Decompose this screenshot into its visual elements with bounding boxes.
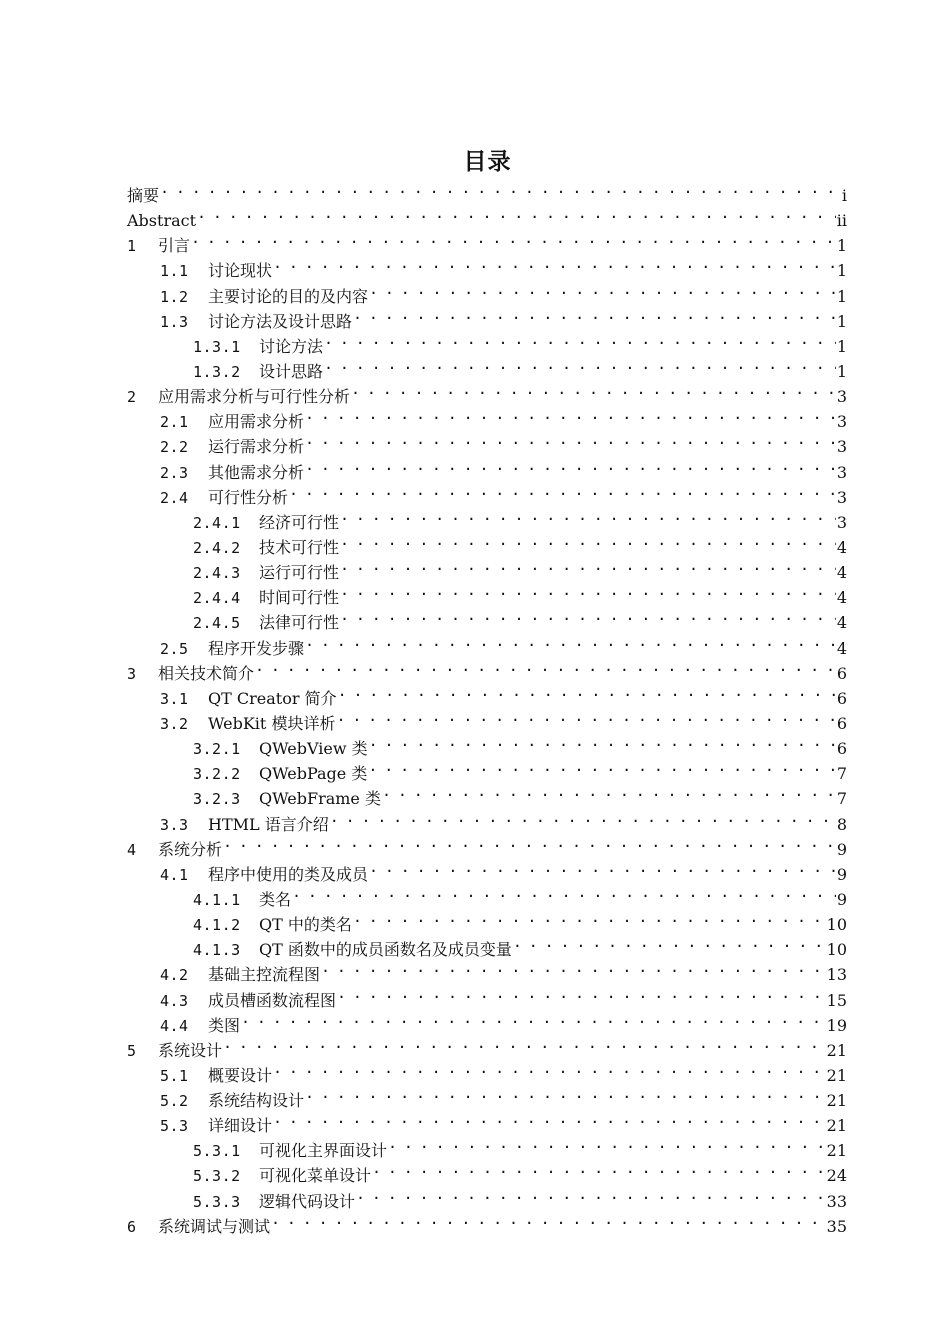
toc-dot-leader: [339, 503, 836, 528]
toc-page-number: i: [841, 186, 847, 205]
toc-entry-title: 系统分析: [158, 839, 223, 859]
toc-dot-leader: [371, 1156, 826, 1181]
toc-dot-leader: [272, 1056, 826, 1081]
toc-page-number: 21: [826, 1141, 847, 1161]
toc-entry-title: 概要设计: [208, 1065, 273, 1085]
toc-entry-title: 时间可行性: [259, 588, 340, 608]
toc-dot-leader: [291, 880, 836, 905]
toc-page-number: 3: [836, 512, 847, 532]
toc-page-number: ii: [836, 211, 847, 231]
toc-page-number: 4: [836, 537, 847, 557]
toc-entry-title: QT 中的类名: [259, 915, 352, 935]
toc-entry-title: QWebPage 类: [259, 764, 368, 784]
toc-dot-leader: [336, 981, 826, 1006]
toc-page-number: 7: [836, 789, 847, 809]
toc-dot-leader: [335, 704, 835, 729]
toc-entry-number: 4: [127, 840, 137, 859]
toc-entry-number: 1: [127, 237, 137, 256]
toc-entry-title: 相关技术简介: [158, 663, 255, 683]
toc-dot-leader: [339, 553, 836, 578]
toc-entry-title: 应用需求分析: [208, 412, 305, 432]
toc-entry[interactable]: [127, 855, 847, 884]
toc-dot-leader: [387, 1131, 826, 1156]
toc-entry-number: 3.1: [160, 689, 189, 708]
toc-entry-number: 1.2: [160, 287, 189, 306]
toc-page-number: 21: [826, 1040, 847, 1060]
toc-entry-number: 2.1: [160, 413, 189, 432]
toc-entry-title: 可视化主界面设计: [259, 1141, 388, 1161]
toc-title: 目录: [463, 149, 512, 175]
toc-entry-title: 运行需求分析: [208, 437, 305, 457]
toc-entry-number: 2.4: [160, 488, 189, 507]
toc-entry[interactable]: [127, 201, 847, 231]
toc-entry-number: 3.2.2: [193, 765, 241, 784]
toc-entry-number: 4.1: [160, 865, 189, 884]
toc-page-number: 9: [836, 864, 847, 884]
toc-page-number: 10: [826, 940, 847, 960]
toc-entry[interactable]: [127, 226, 847, 256]
toc-entry-number: 1.3.1: [193, 337, 241, 356]
toc-dot-leader: [350, 377, 836, 402]
toc-page-number: 4: [836, 613, 847, 633]
toc-dot-leader: [272, 1106, 826, 1131]
toc-dot-leader: [323, 352, 836, 377]
toc-page-number: 8: [836, 814, 847, 834]
toc-entry-title: 讨论现状: [208, 261, 273, 281]
toc-entry-number: 5: [127, 1041, 137, 1060]
toc-entry-number: 2.4.1: [193, 513, 241, 532]
toc-page-number: 6: [836, 688, 847, 708]
toc-entry-number: 2.4.3: [193, 564, 241, 583]
toc-page-number: 1: [836, 361, 847, 381]
toc-page-number: 15: [826, 990, 847, 1010]
toc-page-number: 6: [836, 739, 847, 759]
toc-dot-leader: [190, 226, 836, 251]
toc-page-number: 21: [826, 1116, 847, 1136]
toc-entry-number: 2.4.5: [193, 614, 241, 633]
toc-page-number: 21: [826, 1091, 847, 1111]
toc-entry-number: 3.3: [160, 815, 189, 834]
toc-entry[interactable]: [127, 1031, 847, 1060]
toc-entry-title: 类图: [208, 1015, 241, 1035]
toc-dot-leader: [304, 1081, 826, 1106]
toc-entry[interactable]: [127, 176, 847, 205]
toc-dot-leader: [304, 427, 836, 452]
toc-dot-leader: [512, 930, 826, 955]
toc-entry-title: 系统设计: [158, 1040, 223, 1060]
toc-entry-number: 4.1.2: [193, 916, 241, 935]
toc-entry-title: 逻辑代码设计: [259, 1191, 356, 1211]
toc-dot-leader: [159, 176, 841, 201]
toc-dot-leader: [368, 277, 836, 302]
toc-entry-number: 4.1.1: [193, 890, 241, 909]
toc-entry-title: QT 函数中的成员函数名及成员变量: [259, 940, 512, 960]
toc-entry-title: 经济可行性: [259, 512, 340, 532]
toc-page-number: 3: [836, 412, 847, 432]
toc-entry-title: 系统结构设计: [208, 1091, 305, 1111]
toc-entry-title: 可行性分析: [208, 487, 289, 507]
toc-entry-number: 3: [127, 664, 137, 683]
toc-entry-title: 系统调试与测试: [158, 1216, 271, 1236]
toc-dot-leader: [368, 855, 836, 880]
toc-entry-number: 4.4: [160, 1016, 189, 1035]
toc-page-number: 4: [836, 563, 847, 583]
toc-entry-title: 应用需求分析与可行性分析: [158, 387, 351, 407]
toc-dot-leader: [222, 1031, 826, 1056]
toc-dot-leader: [304, 453, 836, 478]
toc-page-number: 21: [826, 1065, 847, 1085]
toc-entry-title: 成员槽函数流程图: [208, 990, 337, 1010]
toc-entry-number: 5.1: [160, 1066, 189, 1085]
toc-page-number: 6: [836, 713, 847, 733]
toc-entry-title: QT Creator 简介: [208, 688, 337, 708]
toc-dot-leader: [339, 578, 836, 603]
toc-page-number: 4: [836, 588, 847, 608]
toc-entry-title: 引言: [158, 236, 191, 256]
toc-dot-leader: [320, 955, 826, 980]
toc-entry-title: 设计思路: [259, 361, 324, 381]
toc-page-number: 35: [826, 1216, 847, 1236]
toc-dot-leader: [339, 603, 836, 628]
toc-entry-number: 5.3.3: [193, 1192, 241, 1211]
toc-page-number: 4: [836, 638, 847, 658]
toc-entry-number: 3.2.1: [193, 740, 241, 759]
toc-page-number: 3: [836, 387, 847, 407]
toc-page-number: 19: [826, 1015, 847, 1035]
toc-dot-leader: [355, 1182, 826, 1207]
toc-page-number: 1: [836, 286, 847, 306]
toc-page-number: 13: [826, 965, 847, 985]
toc-page-number: 1: [836, 311, 847, 331]
toc-entry-number: 5.3: [160, 1117, 189, 1136]
toc-entry-title: 法律可行性: [259, 613, 340, 633]
toc-list: [127, 176, 847, 1236]
toc-entry-title: 主要讨论的目的及内容: [208, 286, 369, 306]
toc-entry-number: 2.4.4: [193, 589, 241, 608]
toc-entry-title: Abstract: [127, 211, 197, 231]
toc-entry-title: 程序开发步骤: [208, 638, 305, 658]
toc-page-number: 1: [836, 236, 847, 256]
toc-dot-leader: [196, 201, 836, 226]
toc-page-number: 3: [836, 437, 847, 457]
toc-dot-leader: [339, 528, 836, 553]
toc-dot-leader: [222, 830, 836, 855]
toc-page-number: 7: [836, 764, 847, 784]
toc-page-number: 10: [826, 915, 847, 935]
toc-page-number: 1: [836, 261, 847, 281]
toc-dot-leader: [304, 629, 836, 654]
toc-entry-title: 详细设计: [208, 1116, 273, 1136]
toc-entry-title: 讨论方法: [259, 336, 324, 356]
toc-entry-number: 5.2: [160, 1092, 189, 1111]
toc-dot-leader: [381, 779, 836, 804]
toc-dot-leader: [323, 327, 836, 352]
toc-entry-number: 4.3: [160, 991, 189, 1010]
toc-page-number: 9: [836, 889, 847, 909]
toc-page-number: 3: [836, 462, 847, 482]
toc-page-number: 9: [836, 839, 847, 859]
toc-entry-number: 3.2.3: [193, 790, 241, 809]
toc-entry-number: 3.2: [160, 714, 189, 733]
toc-entry-number: 1.3: [160, 312, 189, 331]
toc-entry-title: 运行可行性: [259, 563, 340, 583]
toc-entry-title: 基础主控流程图: [208, 965, 321, 985]
toc-dot-leader: [288, 478, 836, 503]
toc-entry-title: 类名: [259, 889, 292, 909]
toc-entry-title: 可视化菜单设计: [259, 1166, 372, 1186]
toc-entry-number: 2.2: [160, 438, 189, 457]
toc-dot-leader: [329, 805, 836, 830]
toc-entry-title: 其他需求分析: [208, 462, 305, 482]
toc-dot-leader: [337, 679, 836, 704]
toc-entry-title: HTML 语言介绍: [208, 814, 329, 834]
toc-dot-leader: [240, 1006, 826, 1031]
toc-page-number: 24: [826, 1166, 847, 1186]
toc-entry[interactable]: [127, 251, 847, 281]
toc-entry-number: 2: [127, 388, 137, 407]
toc-entry-title: QWebView 类: [259, 739, 368, 759]
toc-entry-number: 2.4.2: [193, 538, 241, 557]
toc-entry[interactable]: [127, 1056, 847, 1085]
toc-entry-number: 1.1: [160, 262, 189, 281]
toc-entry-title: WebKit 模块详析: [208, 713, 336, 733]
toc-entry-number: 2.3: [160, 463, 189, 482]
toc-entry-number: 4.2: [160, 966, 189, 985]
toc-dot-leader: [254, 654, 836, 679]
toc-dot-leader: [368, 729, 836, 754]
toc-entry-title: 程序中使用的类及成员: [208, 864, 369, 884]
toc-entry-number: 5.3.1: [193, 1142, 241, 1161]
toc-entry[interactable]: [127, 830, 847, 859]
toc-dot-leader: [367, 754, 835, 779]
toc-entry-number: 5.3.2: [193, 1167, 241, 1186]
toc-dot-leader: [352, 302, 836, 327]
toc-entry-number: 4.1.3: [193, 941, 241, 960]
toc-page-number: 3: [836, 487, 847, 507]
toc-page-number: 33: [826, 1191, 847, 1211]
toc-entry-title: QWebFrame 类: [259, 789, 381, 809]
toc-dot-leader: [352, 905, 826, 930]
toc-entry-title: 摘要: [127, 186, 160, 205]
toc-dot-leader: [304, 402, 836, 427]
toc-entry-title: 讨论方法及设计思路: [208, 311, 353, 331]
toc-page-number: 1: [836, 336, 847, 356]
toc-entry-number: 1.3.2: [193, 362, 241, 381]
toc-dot-leader: [272, 251, 836, 276]
toc-entry-number: 6: [127, 1217, 137, 1236]
toc-entry-number: 2.5: [160, 639, 189, 658]
toc-dot-leader: [270, 1207, 826, 1232]
toc-page-number: 6: [836, 663, 847, 683]
toc-entry-title: 技术可行性: [259, 537, 340, 557]
